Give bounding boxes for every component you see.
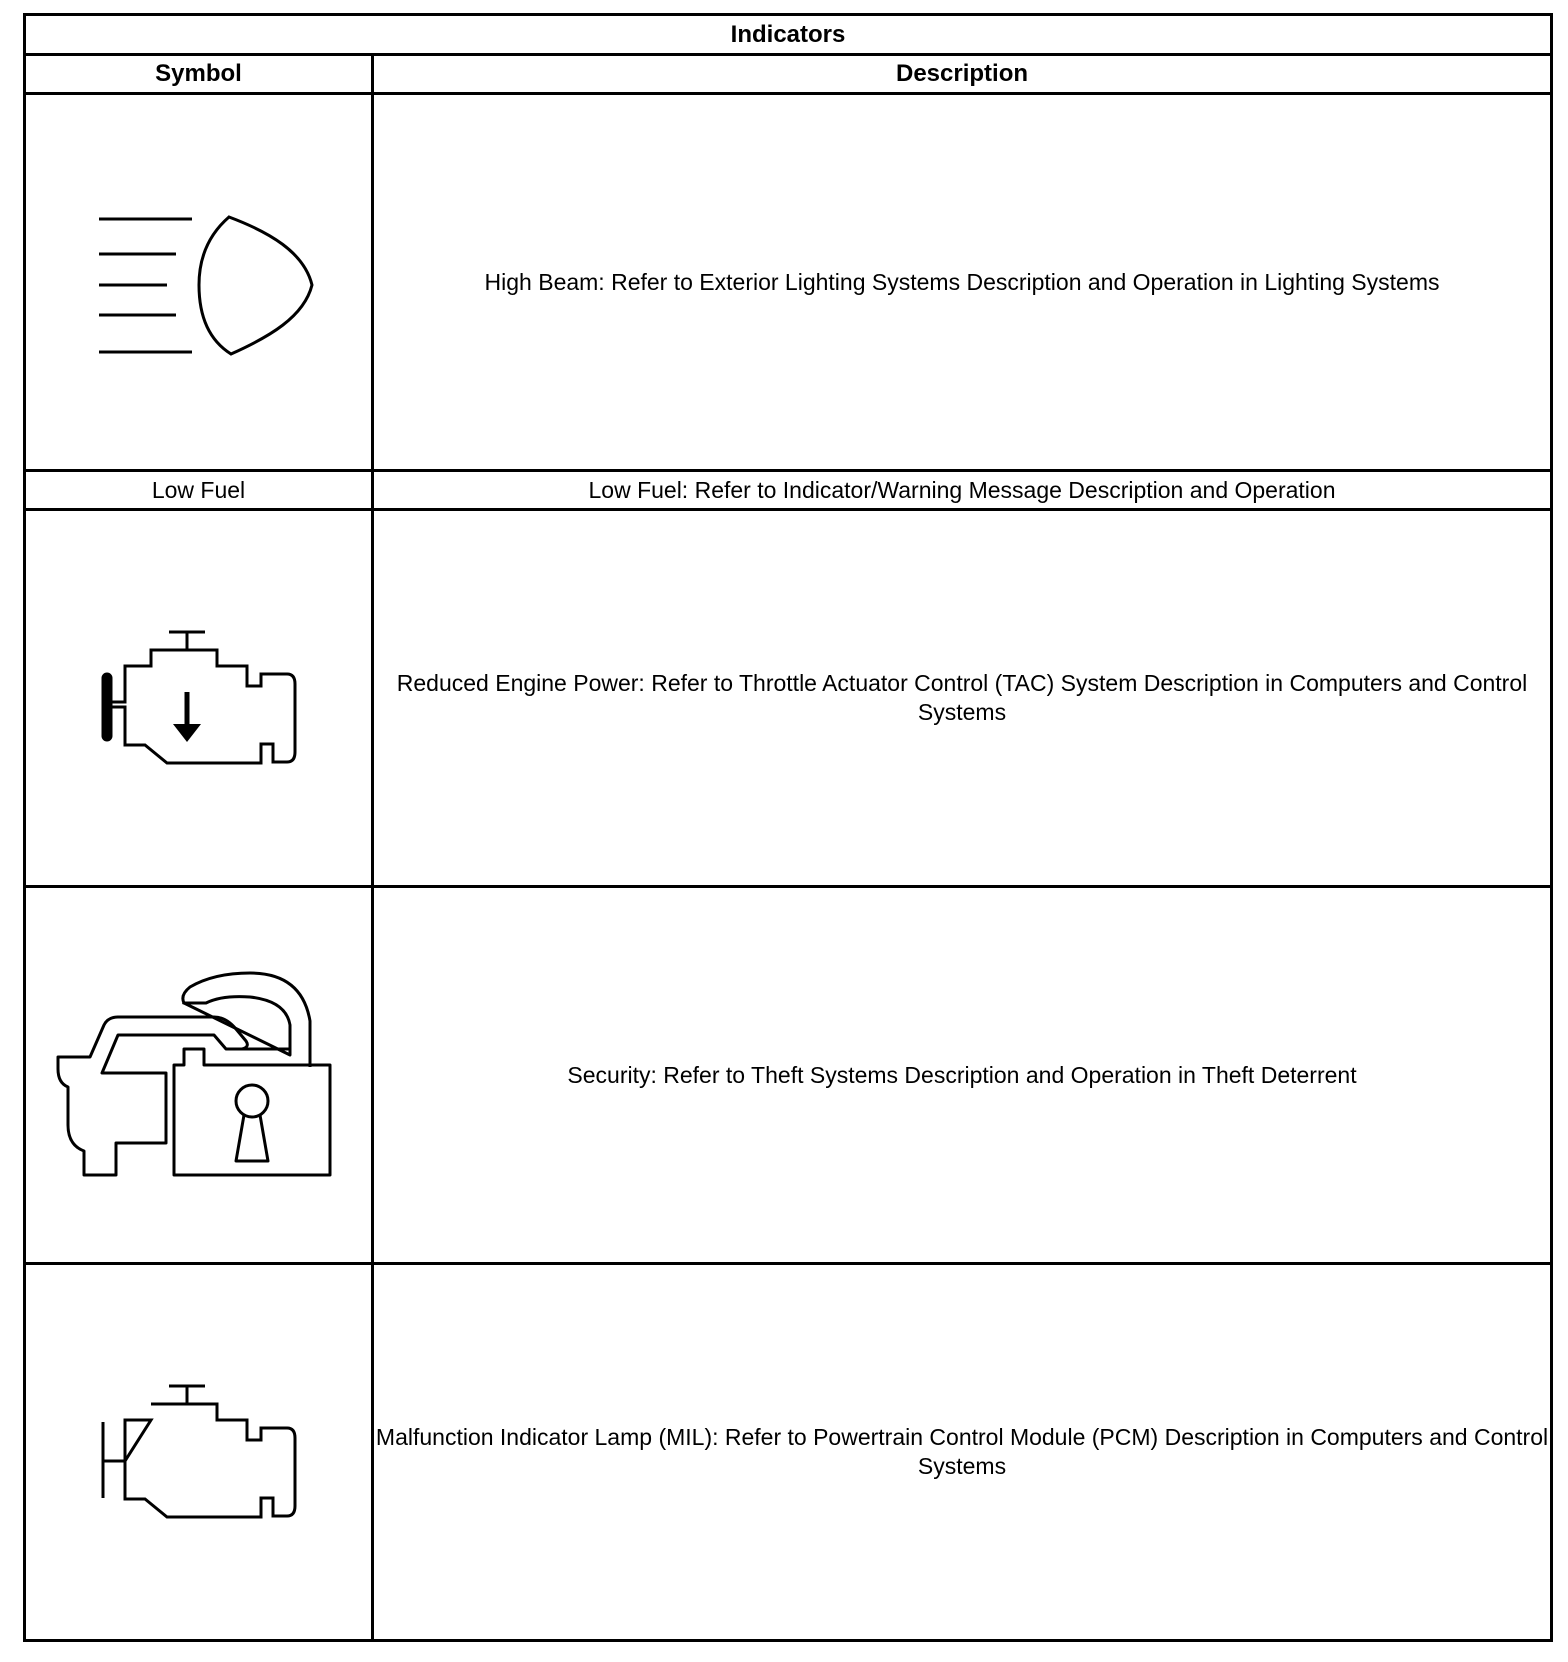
symbol-cell: [25, 1264, 373, 1641]
description-text: High Beam: Refer to Exterior Lighting Systems Description and Operation in Lighting Systems: [484, 268, 1440, 295]
symbol-cell: [25, 887, 373, 1264]
description-text: Malfunction Indicator Lamp (MIL): Refer to Powertrain Control Module (PCM) Description in Computers and Control Systems: [375, 1424, 1549, 1479]
high-beam-icon: [79, 207, 319, 357]
symbol-cell: [25, 510, 373, 887]
description-cell: [373, 471, 1552, 510]
symbol-cell: [25, 94, 373, 471]
table-title: Indicators: [25, 15, 1552, 55]
indicators-table: [23, 13, 1553, 1642]
description-text: Security: Refer to Theft Systems Description and Operation in Theft Deterrent: [567, 1061, 1357, 1088]
table-row: [25, 887, 1552, 1264]
description-column-header: Description: [373, 55, 1552, 94]
table-row: [25, 471, 1552, 510]
description-cell: [373, 510, 1552, 887]
table-row: [25, 1264, 1552, 1641]
reduced-engine-power-icon: [89, 628, 309, 768]
description-cell: [373, 94, 1552, 471]
table-row: [25, 510, 1552, 887]
malfunction-indicator-lamp-icon: [89, 1382, 309, 1522]
description-cell: [373, 1264, 1552, 1641]
table-row: [25, 94, 1552, 471]
symbol-column-header: Symbol: [25, 55, 373, 94]
description-cell: [373, 887, 1552, 1264]
symbol-text-cell: Low Fuel: [25, 471, 373, 510]
description-text: Reduced Engine Power: Refer to Throttle Actuator Control (TAC) System Description in Computers and Control Systems: [396, 670, 1528, 725]
security-icon: [54, 965, 344, 1185]
description-text: Low Fuel: Refer to Indicator/Warning Message Description and Operation: [588, 476, 1336, 503]
